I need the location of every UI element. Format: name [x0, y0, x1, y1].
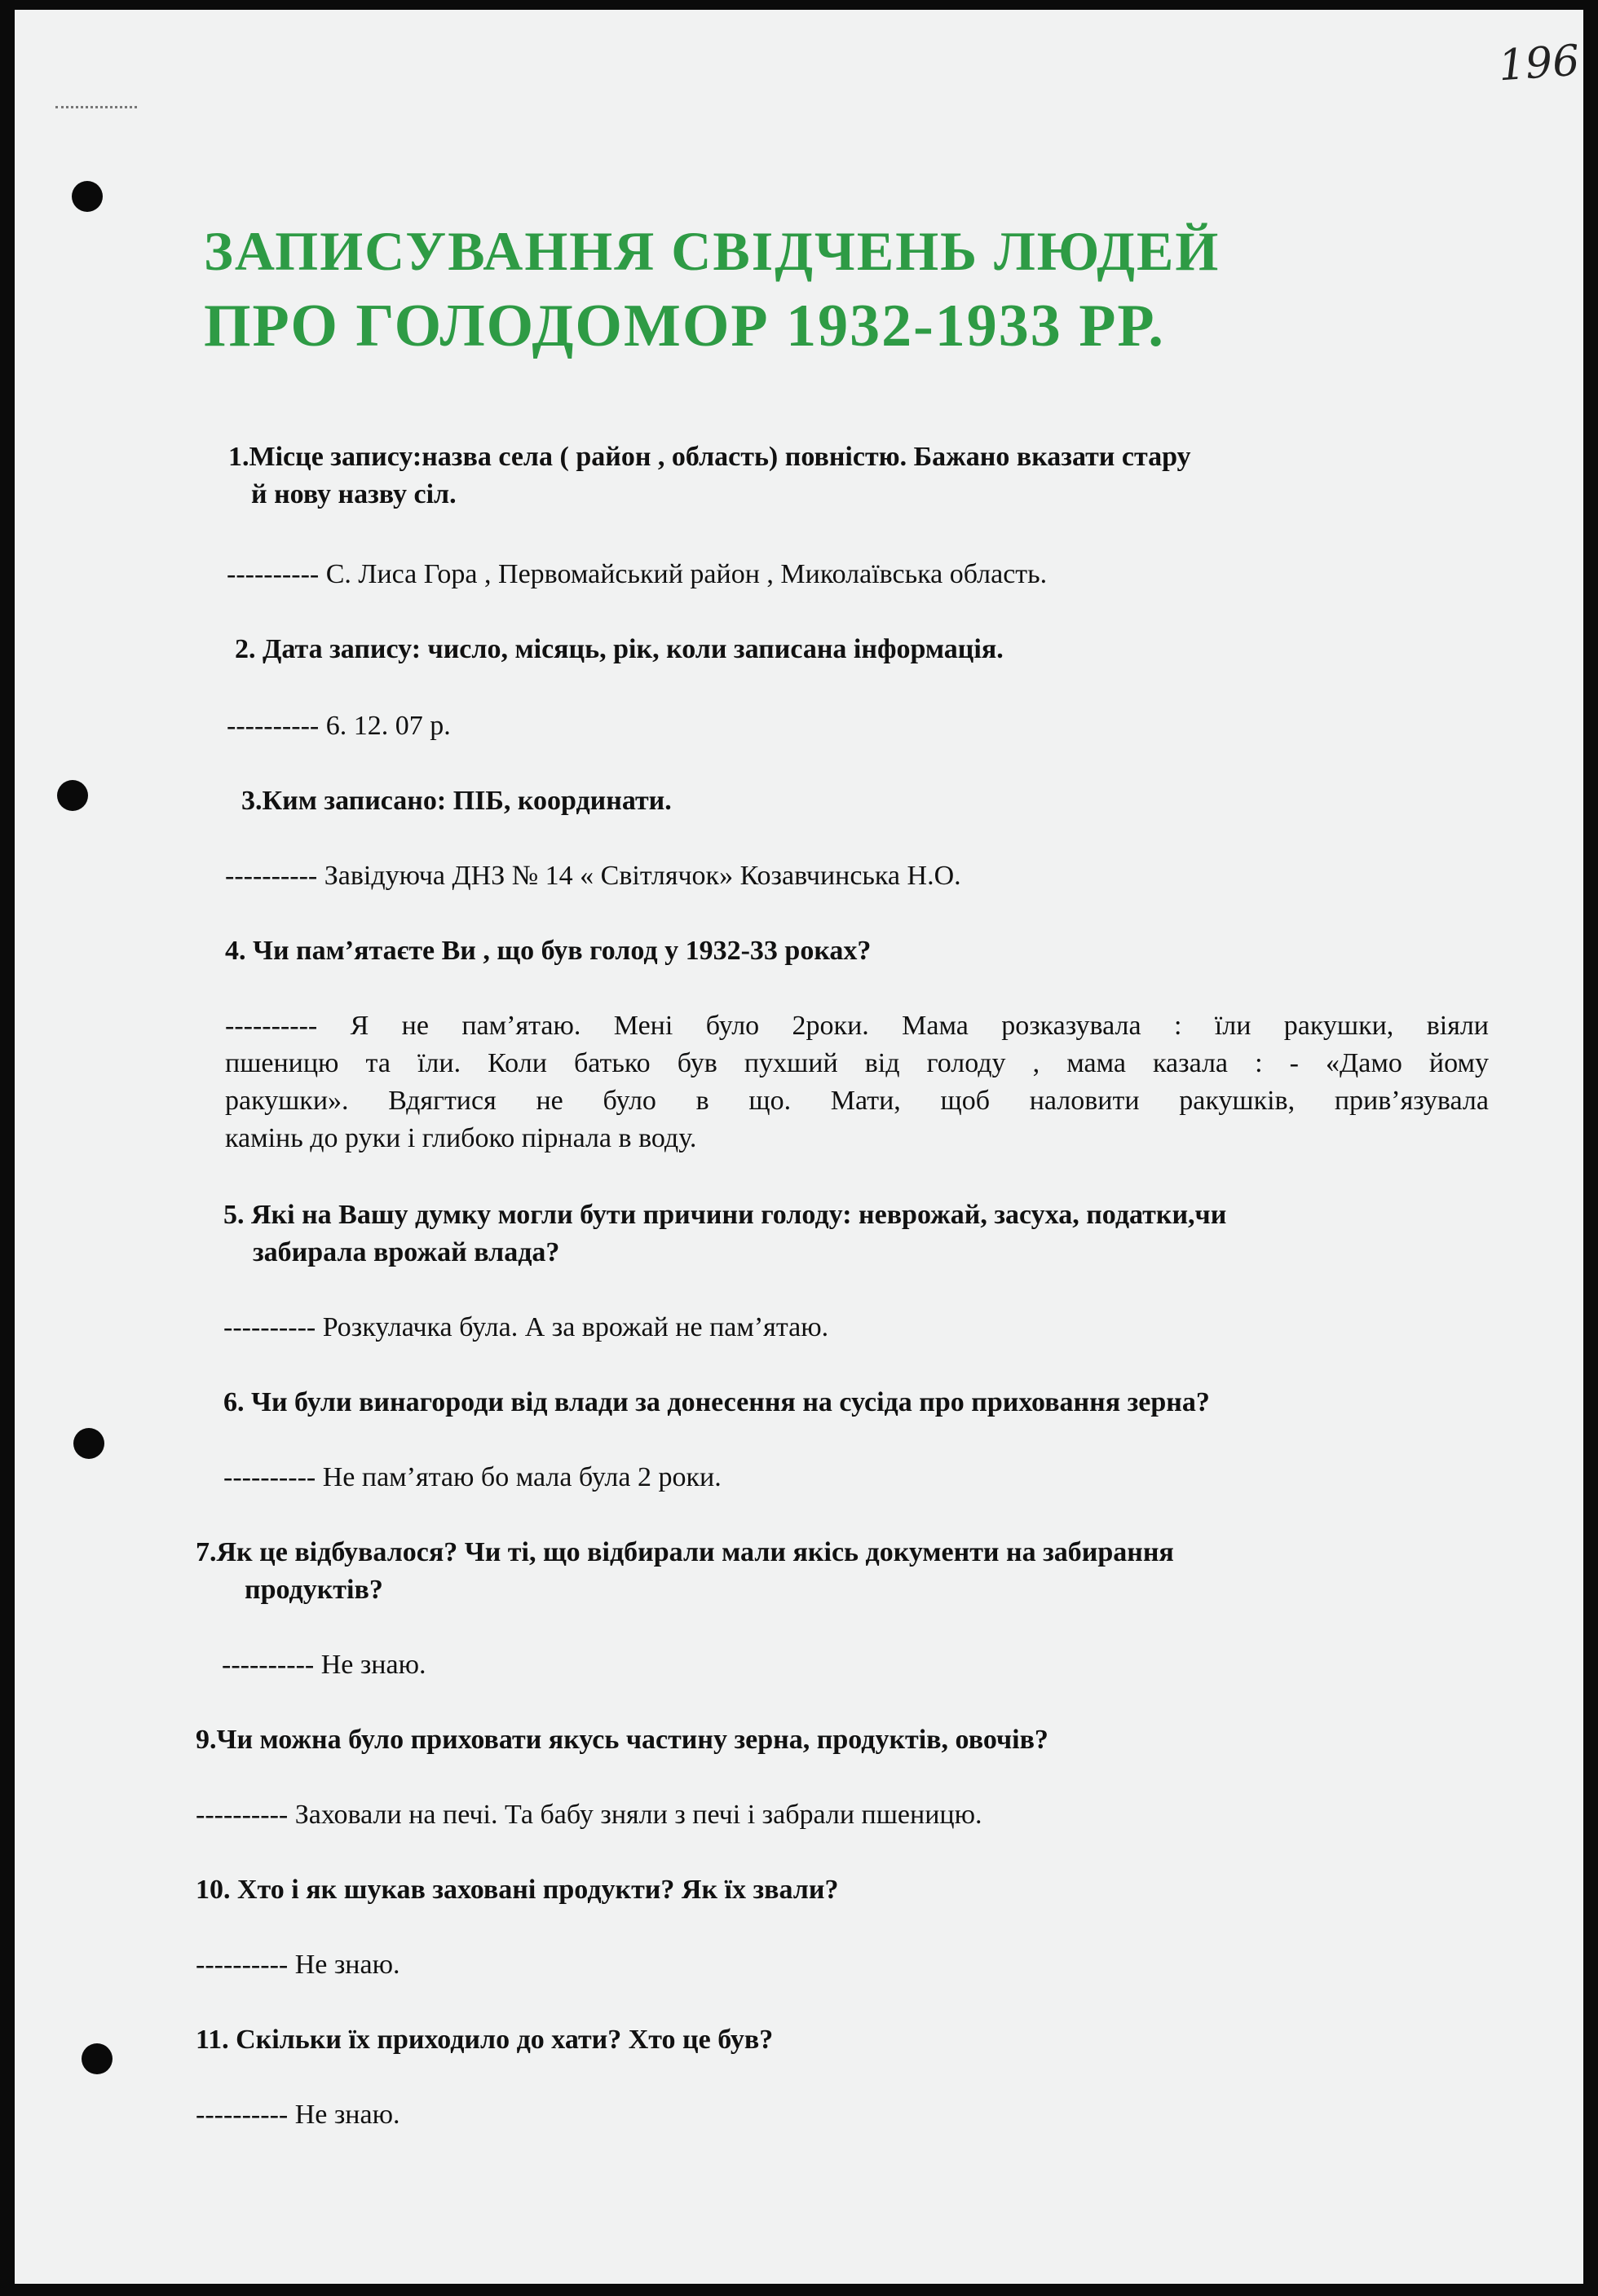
answer-7: ---------- Не знаю. [222, 1650, 426, 1680]
answer-5: ---------- Розкулачка була. А за врожай не пам’ятаю. [223, 1312, 829, 1342]
punch-hole [57, 780, 88, 811]
question-1-line-2: й нову назву сіл. [251, 479, 457, 509]
question-5-line-2: забирала врожай влада? [253, 1237, 560, 1267]
answer-2: ---------- 6. 12. 07 р. [227, 711, 451, 741]
answer-10: ---------- Не знаю. [196, 1950, 400, 1980]
document-page [15, 10, 1583, 2284]
question-10: 10. Хто і як шукав заховані продукти? Як їх звали? [196, 1875, 839, 1905]
answer-4-line-3: ракушки». Вдягтися не було в що. Мати, щоб наловити ракушків, прив’язувала [225, 1086, 1489, 1116]
punch-hole [82, 2043, 113, 2074]
document-title [204, 214, 1220, 364]
question-4: 4. Чи пам’ятаєте Ви , що був голод у 1932-33 роках? [225, 936, 872, 966]
answer-11: ---------- Не знаю. [196, 2100, 400, 2130]
answer-3: ---------- Завідуюча ДНЗ № 14 « Світлячок» Козавчинська Н.О. [225, 861, 961, 891]
answer-4-line-2: пшеницю та їли. Коли батько був пухший від голоду , мама казала : - «Дамо йому [225, 1048, 1489, 1078]
answer-1: ---------- С. Лиса Гора , Первомайський район , Миколаївська область. [227, 559, 1048, 589]
answer-4-line-4: камінь до руки і глибоко пірнала в воду. [225, 1123, 697, 1153]
answer-4-line-1: ---------- Я не пам’ятаю. Мені було 2роки. Мама розказувала : їли ракушки, віяли [225, 1011, 1489, 1041]
question-2: 2. Дата запису: число, місяць, рік, коли записана інформація. [235, 634, 1004, 664]
title-line-2: ПРО ГОЛОДОМОР 1932-1933 РР. [204, 293, 1165, 359]
question-11: 11. Скільки їх приходило до хати? Хто це був? [196, 2025, 774, 2055]
title-line-1: ЗАПИСУВАННЯ СВІДЧЕНЬ ЛЮДЕЙ [204, 220, 1221, 282]
question-1 [228, 438, 1191, 513]
page-number: 196 [1497, 36, 1582, 91]
punch-hole [73, 1428, 104, 1459]
answer-6: ---------- Не пам’ятаю бо мала була 2 роки. [223, 1462, 722, 1492]
question-7 [196, 1534, 1174, 1609]
question-5-line-1: 5. Які на Вашу думку могли бути причини голоду: неврожай, засуха, податки,чи [223, 1200, 1227, 1230]
answer-9: ---------- Заховали на печі. Та бабу зняли з печі і забрали пшеницю. [196, 1800, 982, 1830]
question-5 [223, 1196, 1226, 1271]
punch-hole [72, 181, 103, 212]
question-6: 6. Чи були винагороди від влади за донесення на сусіда про приховання зерна? [223, 1387, 1210, 1417]
question-1-line-1: 1.Місце запису:назва села ( район , область) повністю. Бажано вказати стару [228, 442, 1191, 472]
corner-mark [55, 106, 137, 111]
question-7-line-1: 7.Як це відбувалося? Чи ті, що відбирали мали якісь документи на забирання [196, 1537, 1174, 1567]
question-3: 3.Ким записано: ПІБ, координати. [241, 786, 672, 816]
answer-4 [225, 1007, 1489, 1157]
question-9: 9.Чи можна було приховати якусь частину зерна, продуктів, овочів? [196, 1725, 1048, 1755]
question-7-line-2: продуктів? [245, 1575, 383, 1605]
